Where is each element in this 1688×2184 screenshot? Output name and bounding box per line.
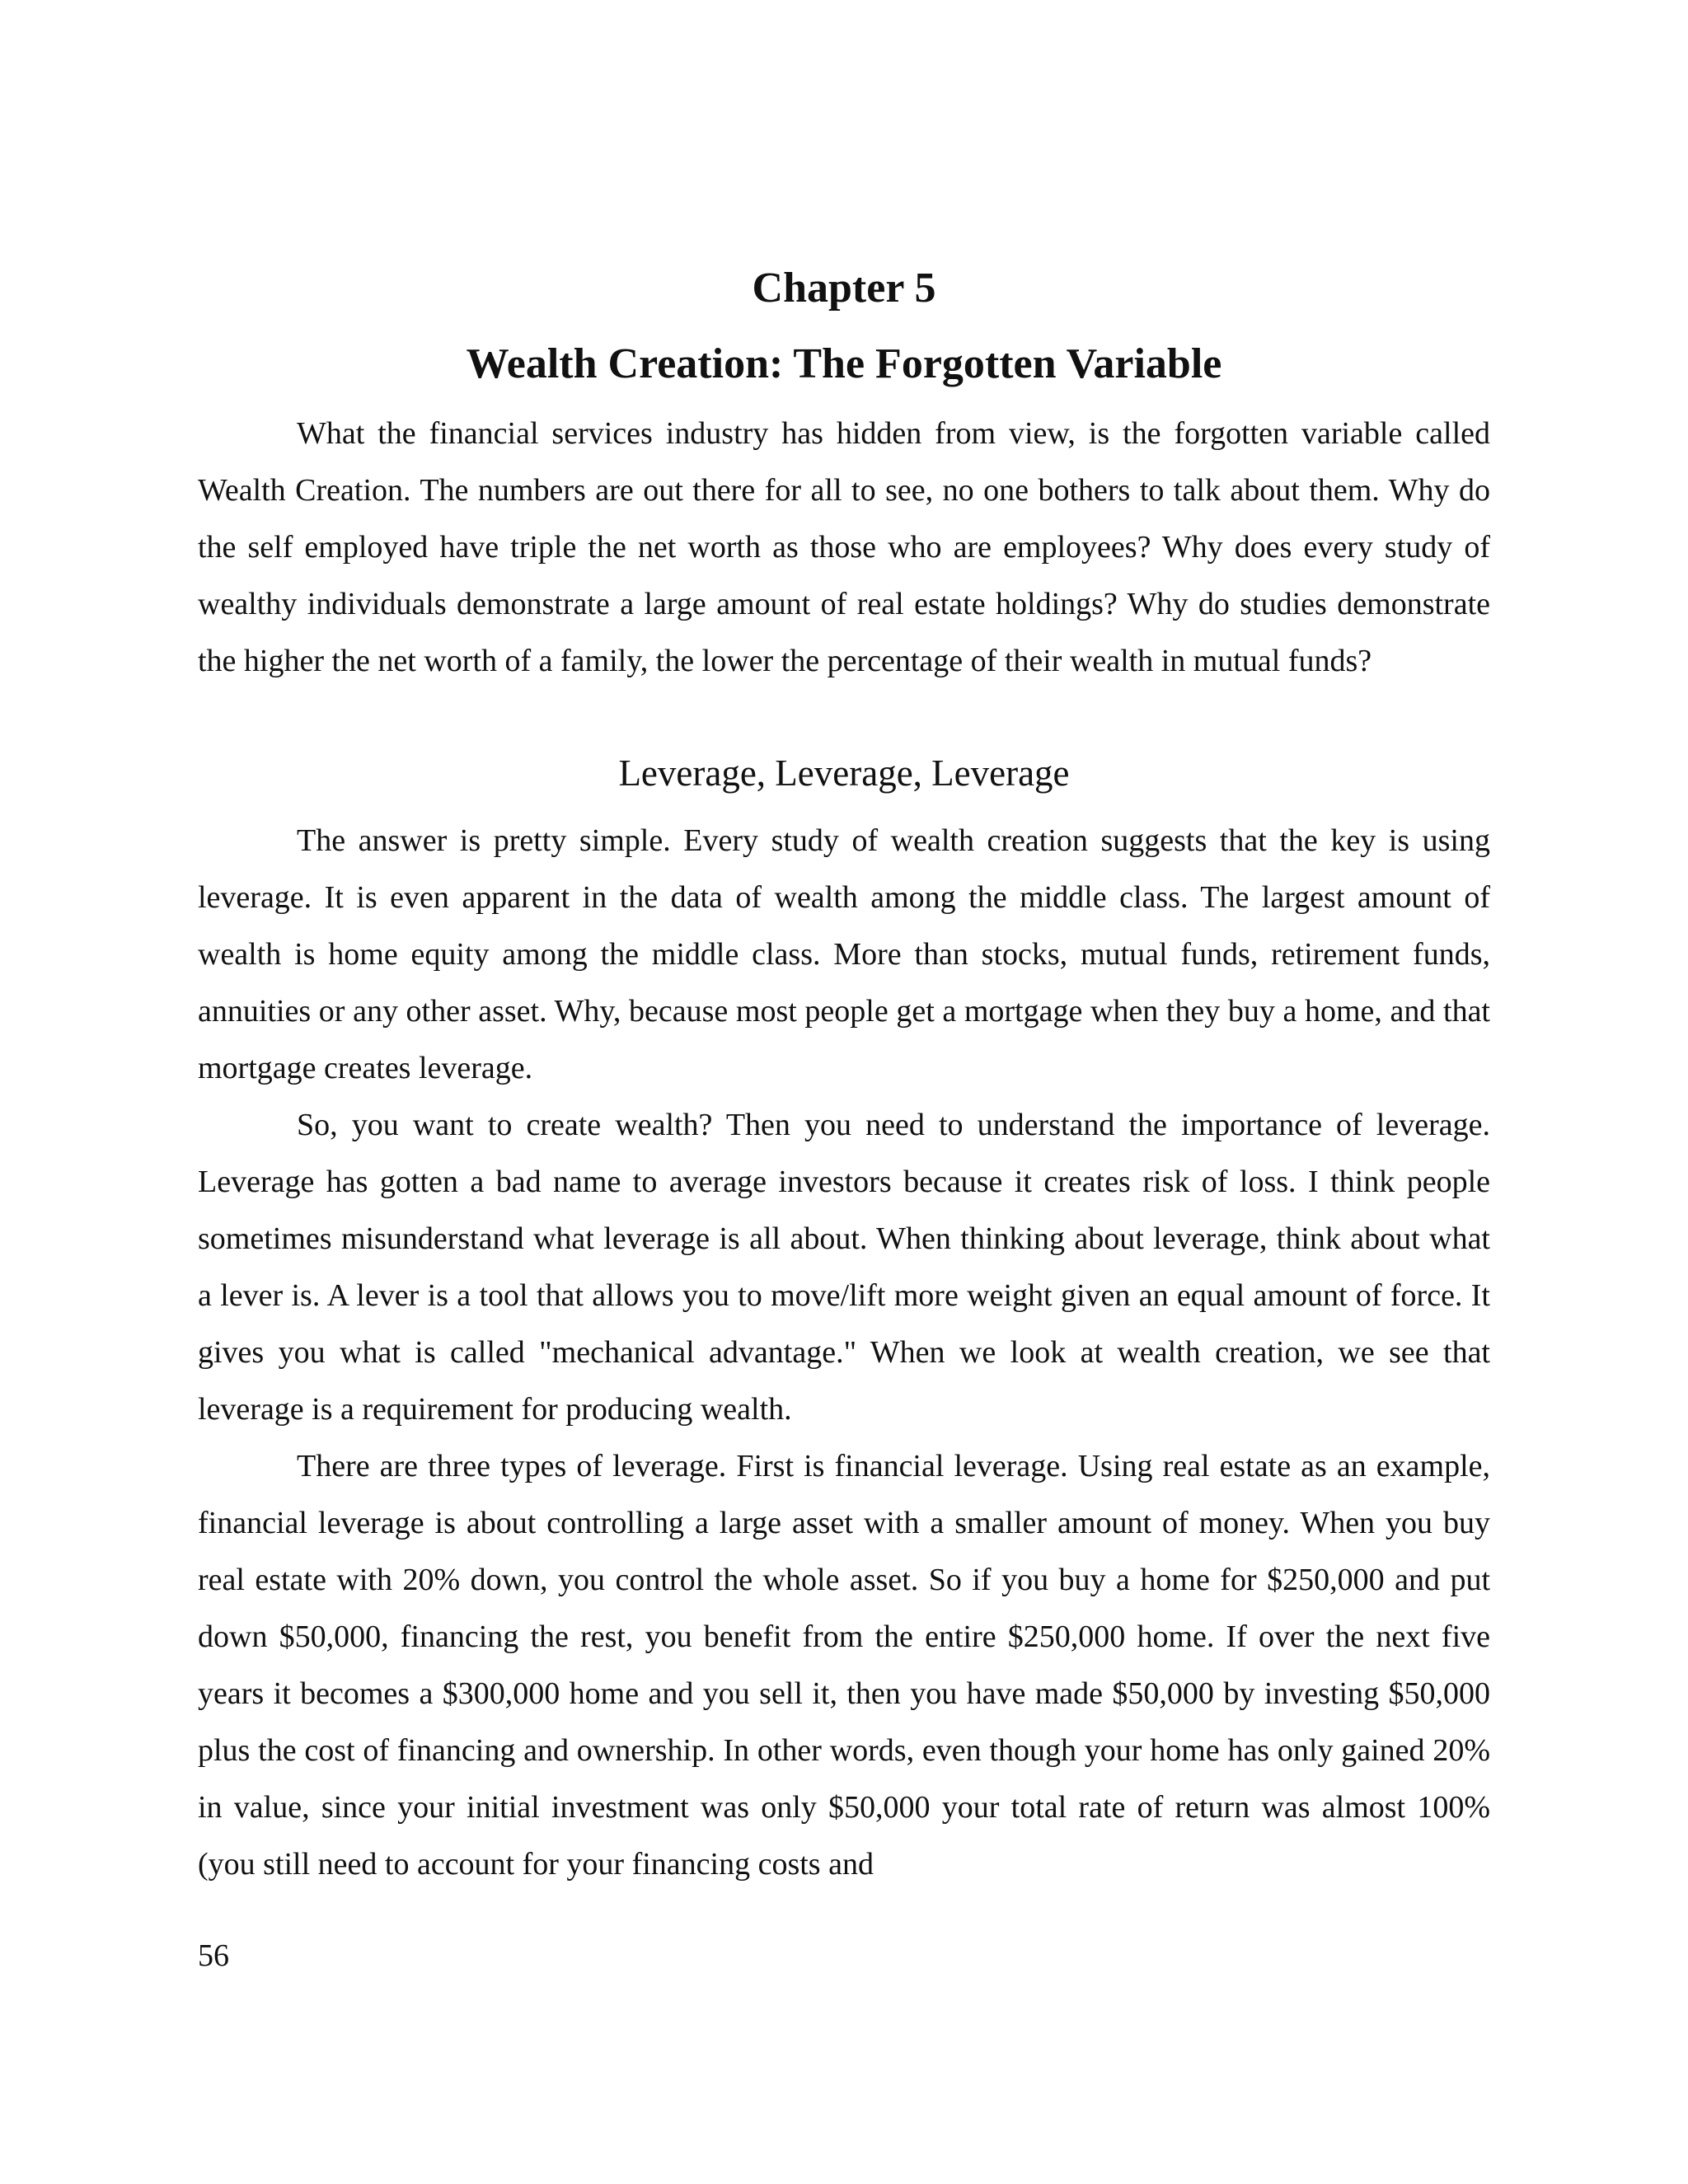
chapter-title: Wealth Creation: The Forgotten Variable [466,340,1222,387]
body-paragraph: There are three types of leverage. First is financial leverage. Using real estate as an example, financial leverage is about controlling a large asset with a smaller amount of money. When you buy real estate with 20% down, you control the whole asset. So if you buy a home for $250,000 and put down $50,000, financing the rest, you benefit from the entire $250,000 home. If over the next five years it becomes a $300,000 home and you sell it, then you have made $50,000 by investing $50,000 plus the cost of financing and ownership. In other words, even though your home has only gained 20% in value, since your initial investment was only $50,000 your total rate of return was almost 100% (you still need to account for your financing costs and [198,1449,1490,1882]
body-paragraph: So, you want to create wealth? Then you need to understand the importance of leverage. Leverage has gotten a bad name to average investors because it creates risk of loss. I think people sometimes misunderstand what leverage is all about. When thinking about leverage, think about what a lever is. A lever is a tool that allows you to move/lift more weight given an equal amount of force. It gives you what is called "mechanical advantage." When we look at wealth creation, we see that leverage is a requirement for producing wealth. [198,1108,1490,1427]
intro-paragraph: What the financial services industry has hidden from view, is the forgotten variable called Wealth Creation. The numbers are out there for all to see, no one bothers to talk about them. Why do the self employed have triple the net worth as those who are employees? Why does every study of wealthy individuals demonstrate a large amount of real estate holdings? Why do studies demonstrate the higher the net worth of a family, the lower the percentage of their wealth in mutual funds? [198,416,1490,678]
page-number: 56 [198,1938,229,1973]
leverage-section [198,813,1490,1893]
body-paragraph: The answer is pretty simple. Every study of wealth creation suggests that the key is using leverage. It is even apparent in the data of wealth among the middle class. The largest amount of wealth is home equity among the middle class. More than stocks, mutual funds, retirement funds, annuities or any other asset. Why, because most people get a mortgage when they buy a home, and that mortgage creates leverage. [198,823,1490,1085]
chapter-number: Chapter 5 [752,265,936,312]
section-heading: Leverage, Leverage, Leverage [618,752,1070,794]
intro-section [198,405,1490,690]
